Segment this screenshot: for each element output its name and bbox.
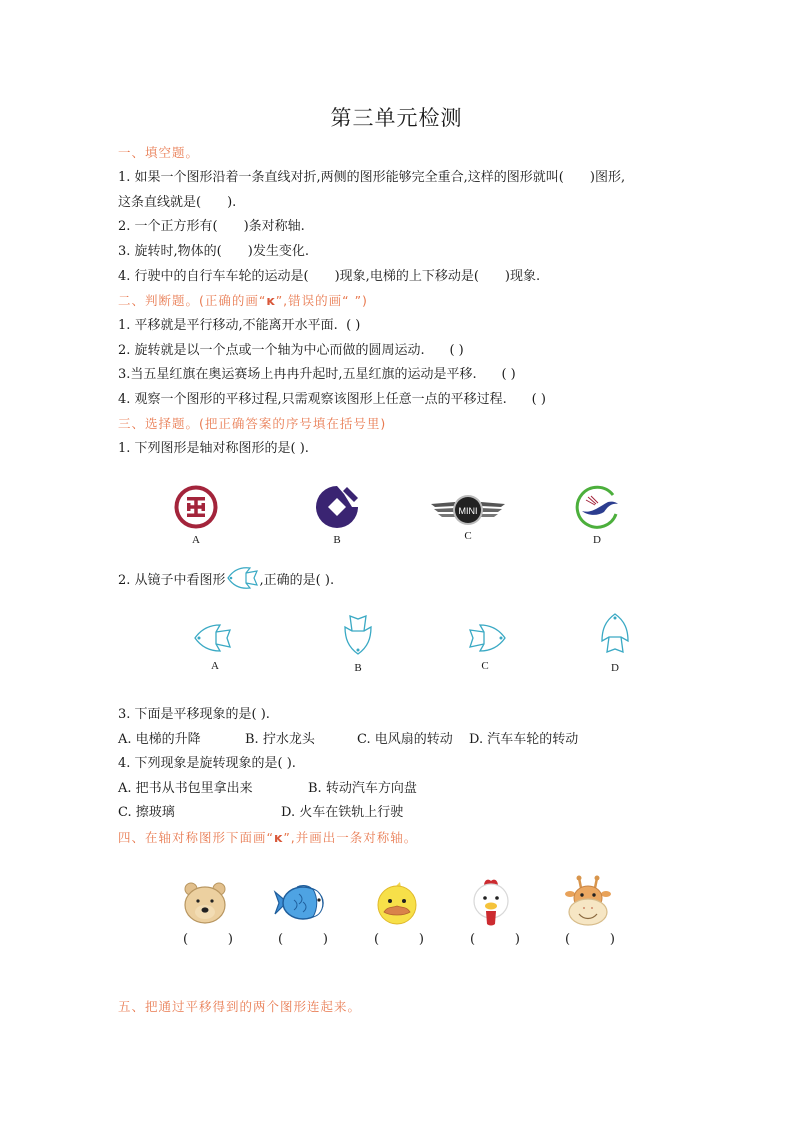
question-fill-4: 4. 行驶中的自行车车轮的运动是( )现象,电梯的上下移动是( )现象. [118, 269, 541, 284]
answer-paren[interactable]: ( ) [531, 392, 546, 407]
answer-paren[interactable]: ( ) [346, 318, 361, 333]
option-b[interactable]: B. 拧水龙头 [245, 732, 315, 747]
question-choice-4: 4. 下列现象是旋转现象的是( ). [118, 756, 296, 771]
question-fill-1-cont: 这条直线就是( ). [118, 195, 237, 210]
check-mark-icon: ĸ [266, 293, 276, 308]
fish-left-icon [192, 620, 238, 656]
question-judge-4: 4. 观察一个图形的平移过程,只需观察该图形上任意一点的平移过程. ( ) [118, 392, 546, 407]
option-c[interactable]: MINI C [428, 488, 508, 542]
answer-paren-bear[interactable]: ( ) [183, 932, 233, 947]
fish-up-icon [597, 610, 633, 658]
choice-4-options-row1 [118, 780, 417, 798]
answer-paren[interactable]: ( ) [449, 343, 464, 358]
question-choice-2: 2. 从镜子中看图形 ,正确的是( ). [118, 564, 334, 592]
question-judge-2: 2. 旋转就是以一个点或一个轴为中心而做的圆周运动. ( ) [118, 343, 464, 358]
answer-paren-duck[interactable]: ( ) [374, 932, 424, 947]
section-heading-judge: 二、判断题。(正确的画“ĸ”,错误的画“ ”) [118, 293, 368, 308]
choice-4-options-row2 [118, 804, 403, 822]
svg-text:MINI: MINI [458, 506, 478, 516]
duck-icon [374, 880, 420, 926]
answer-paren-giraffe[interactable]: ( ) [565, 932, 615, 947]
ccb-logo-icon [314, 484, 360, 530]
rooster-icon [471, 876, 511, 928]
option-b[interactable]: B [333, 610, 383, 674]
option-a[interactable]: A. 电梯的升降 [118, 732, 201, 747]
question-judge-3: 3.当五星红旗在奥运赛场上冉冉升起时,五星红旗的运动是平移. ( ) [118, 367, 516, 382]
bear-icon [181, 880, 229, 926]
section-heading-symmetry: 四、在轴对称图形下面画“ĸ”,并画出一条对称轴。 [118, 830, 418, 845]
question-fill-3: 3. 旋转时,物体的( )发生变化. [118, 244, 309, 259]
question-choice-1: 1. 下列图形是轴对称图形的是( ). [118, 441, 309, 456]
fish-icon [273, 882, 329, 924]
question-choice-3: 3. 下面是平移现象的是( ). [118, 707, 270, 722]
choice-3-options [118, 731, 578, 749]
giraffe-icon [565, 874, 611, 928]
fish-right-icon [462, 620, 508, 656]
swallow-logo-icon [574, 484, 620, 530]
answer-paren-rooster[interactable]: ( ) [470, 932, 520, 947]
option-c[interactable]: C. 电风扇的转动 [357, 732, 453, 747]
option-d[interactable]: D [571, 484, 623, 546]
question-judge-1: 1. 平移就是平行移动,不能离开水平面. ( ) [118, 318, 361, 333]
section-heading-fill: 一、填空题。 [118, 145, 200, 160]
option-d[interactable]: D. 汽车车轮的转动 [469, 732, 579, 747]
option-b[interactable]: B. 转动汽车方向盘 [308, 781, 417, 796]
section-heading-connect: 五、把通过平移得到的两个图形连起来。 [118, 999, 362, 1014]
answer-paren-fish[interactable]: ( ) [278, 932, 328, 947]
option-d[interactable]: D [590, 610, 640, 674]
option-c[interactable]: C [460, 620, 510, 672]
mini-logo-icon [429, 488, 507, 530]
option-a[interactable]: A. 把书从书包里拿出来 [118, 781, 253, 796]
question-fill-1: 1. 如果一个图形沿着一条直线对折,两侧的图形能够完全重合,这样的图形就叫( )图形, [118, 170, 626, 185]
fish-down-icon [340, 610, 376, 658]
section-heading-choice: 三、选择题。(把正确答案的序号填在括号里) [118, 416, 387, 431]
answer-paren[interactable]: ( ) [501, 367, 516, 382]
option-a[interactable]: A [190, 620, 240, 672]
option-c[interactable]: C. 擦玻璃 [118, 805, 175, 820]
fish-reference-icon [226, 564, 262, 592]
icbc-logo-icon [173, 484, 219, 530]
option-d[interactable]: D. 火车在铁轨上行驶 [281, 805, 404, 820]
option-b[interactable]: B [311, 484, 363, 546]
check-mark-icon: ĸ [273, 830, 284, 845]
question-fill-2: 2. 一个正方形有( )条对称轴. [118, 219, 305, 234]
option-a[interactable]: A [170, 484, 222, 546]
page-title: 第三单元检测 [330, 106, 463, 130]
